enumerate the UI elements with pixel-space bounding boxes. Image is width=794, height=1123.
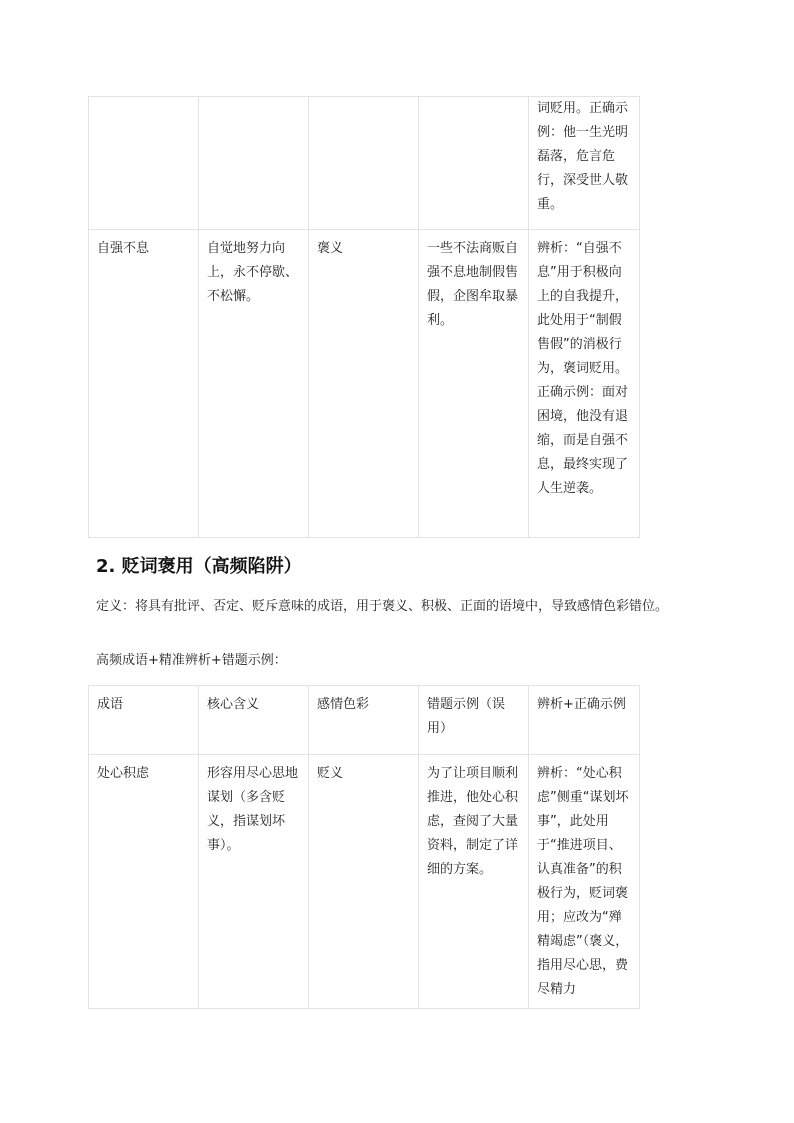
header-analysis: 辨析+正确示例 [529, 686, 640, 755]
header-sentiment: 感情色彩 [309, 686, 419, 755]
idiom-table-praise-misuse [88, 96, 640, 538]
cell-idiom: 处心积虑 [89, 755, 199, 1009]
cell-sentiment [309, 97, 419, 230]
section-heading: 2. 贬词褒用（高频陷阱） [96, 556, 302, 577]
table-row [89, 230, 640, 538]
cell-wrong-example: 为了让项目顺利推进，他处心积虑，查阅了大量资料，制定了详细的方案。 [419, 755, 529, 1009]
cell-idiom [89, 97, 199, 230]
cell-analysis: 辨析：“处心积虑”侧重“谋划坏事”，此处用于“推进项目、认真准备”的积极行为，贬词褒用；应改为“殚精竭虑”（褒义，指用尽心思，费尽精力 [529, 755, 640, 1009]
cell-analysis: 辨析：“自强不息”用于积极向上的自我提升，此处用于“制假售假”的消极行为，褒词贬用。正确示例：面对困境，他没有退缩，而是自强不息，最终实现了人生逆袭。 [529, 230, 640, 538]
table-header-row [89, 686, 640, 755]
cell-sentiment: 贬义 [309, 755, 419, 1009]
table-row [89, 97, 640, 230]
cell-sentiment: 褒义 [309, 230, 419, 538]
header-meaning: 核心含义 [199, 686, 309, 755]
header-wrong-example: 错题示例（误用） [419, 686, 529, 755]
section-intro: 高频成语+精准辨析+错题示例： [96, 653, 287, 668]
cell-idiom: 自强不息 [89, 230, 199, 538]
cell-analysis: 词贬用。正确示例：他一生光明磊落，危言危行，深受世人敬重。 [529, 97, 640, 230]
cell-meaning: 形容用尽心思地谋划（多含贬义，指谋划坏事）。 [199, 755, 309, 1009]
table-row [89, 755, 640, 1009]
cell-wrong-example [419, 97, 529, 230]
cell-wrong-example: 一些不法商贩自强不息地制假售假，企图牟取暴利。 [419, 230, 529, 538]
cell-meaning [199, 97, 309, 230]
cell-meaning: 自觉地努力向上，永不停歇、不松懈。 [199, 230, 309, 538]
idiom-table-derogatory-misuse [88, 685, 640, 1009]
header-idiom: 成语 [89, 686, 199, 755]
section-definition: 定义：将具有批评、否定、贬斥意味的成语，用于褒义、积极、正面的语境中，导致感情色彩错位。 [96, 599, 669, 614]
